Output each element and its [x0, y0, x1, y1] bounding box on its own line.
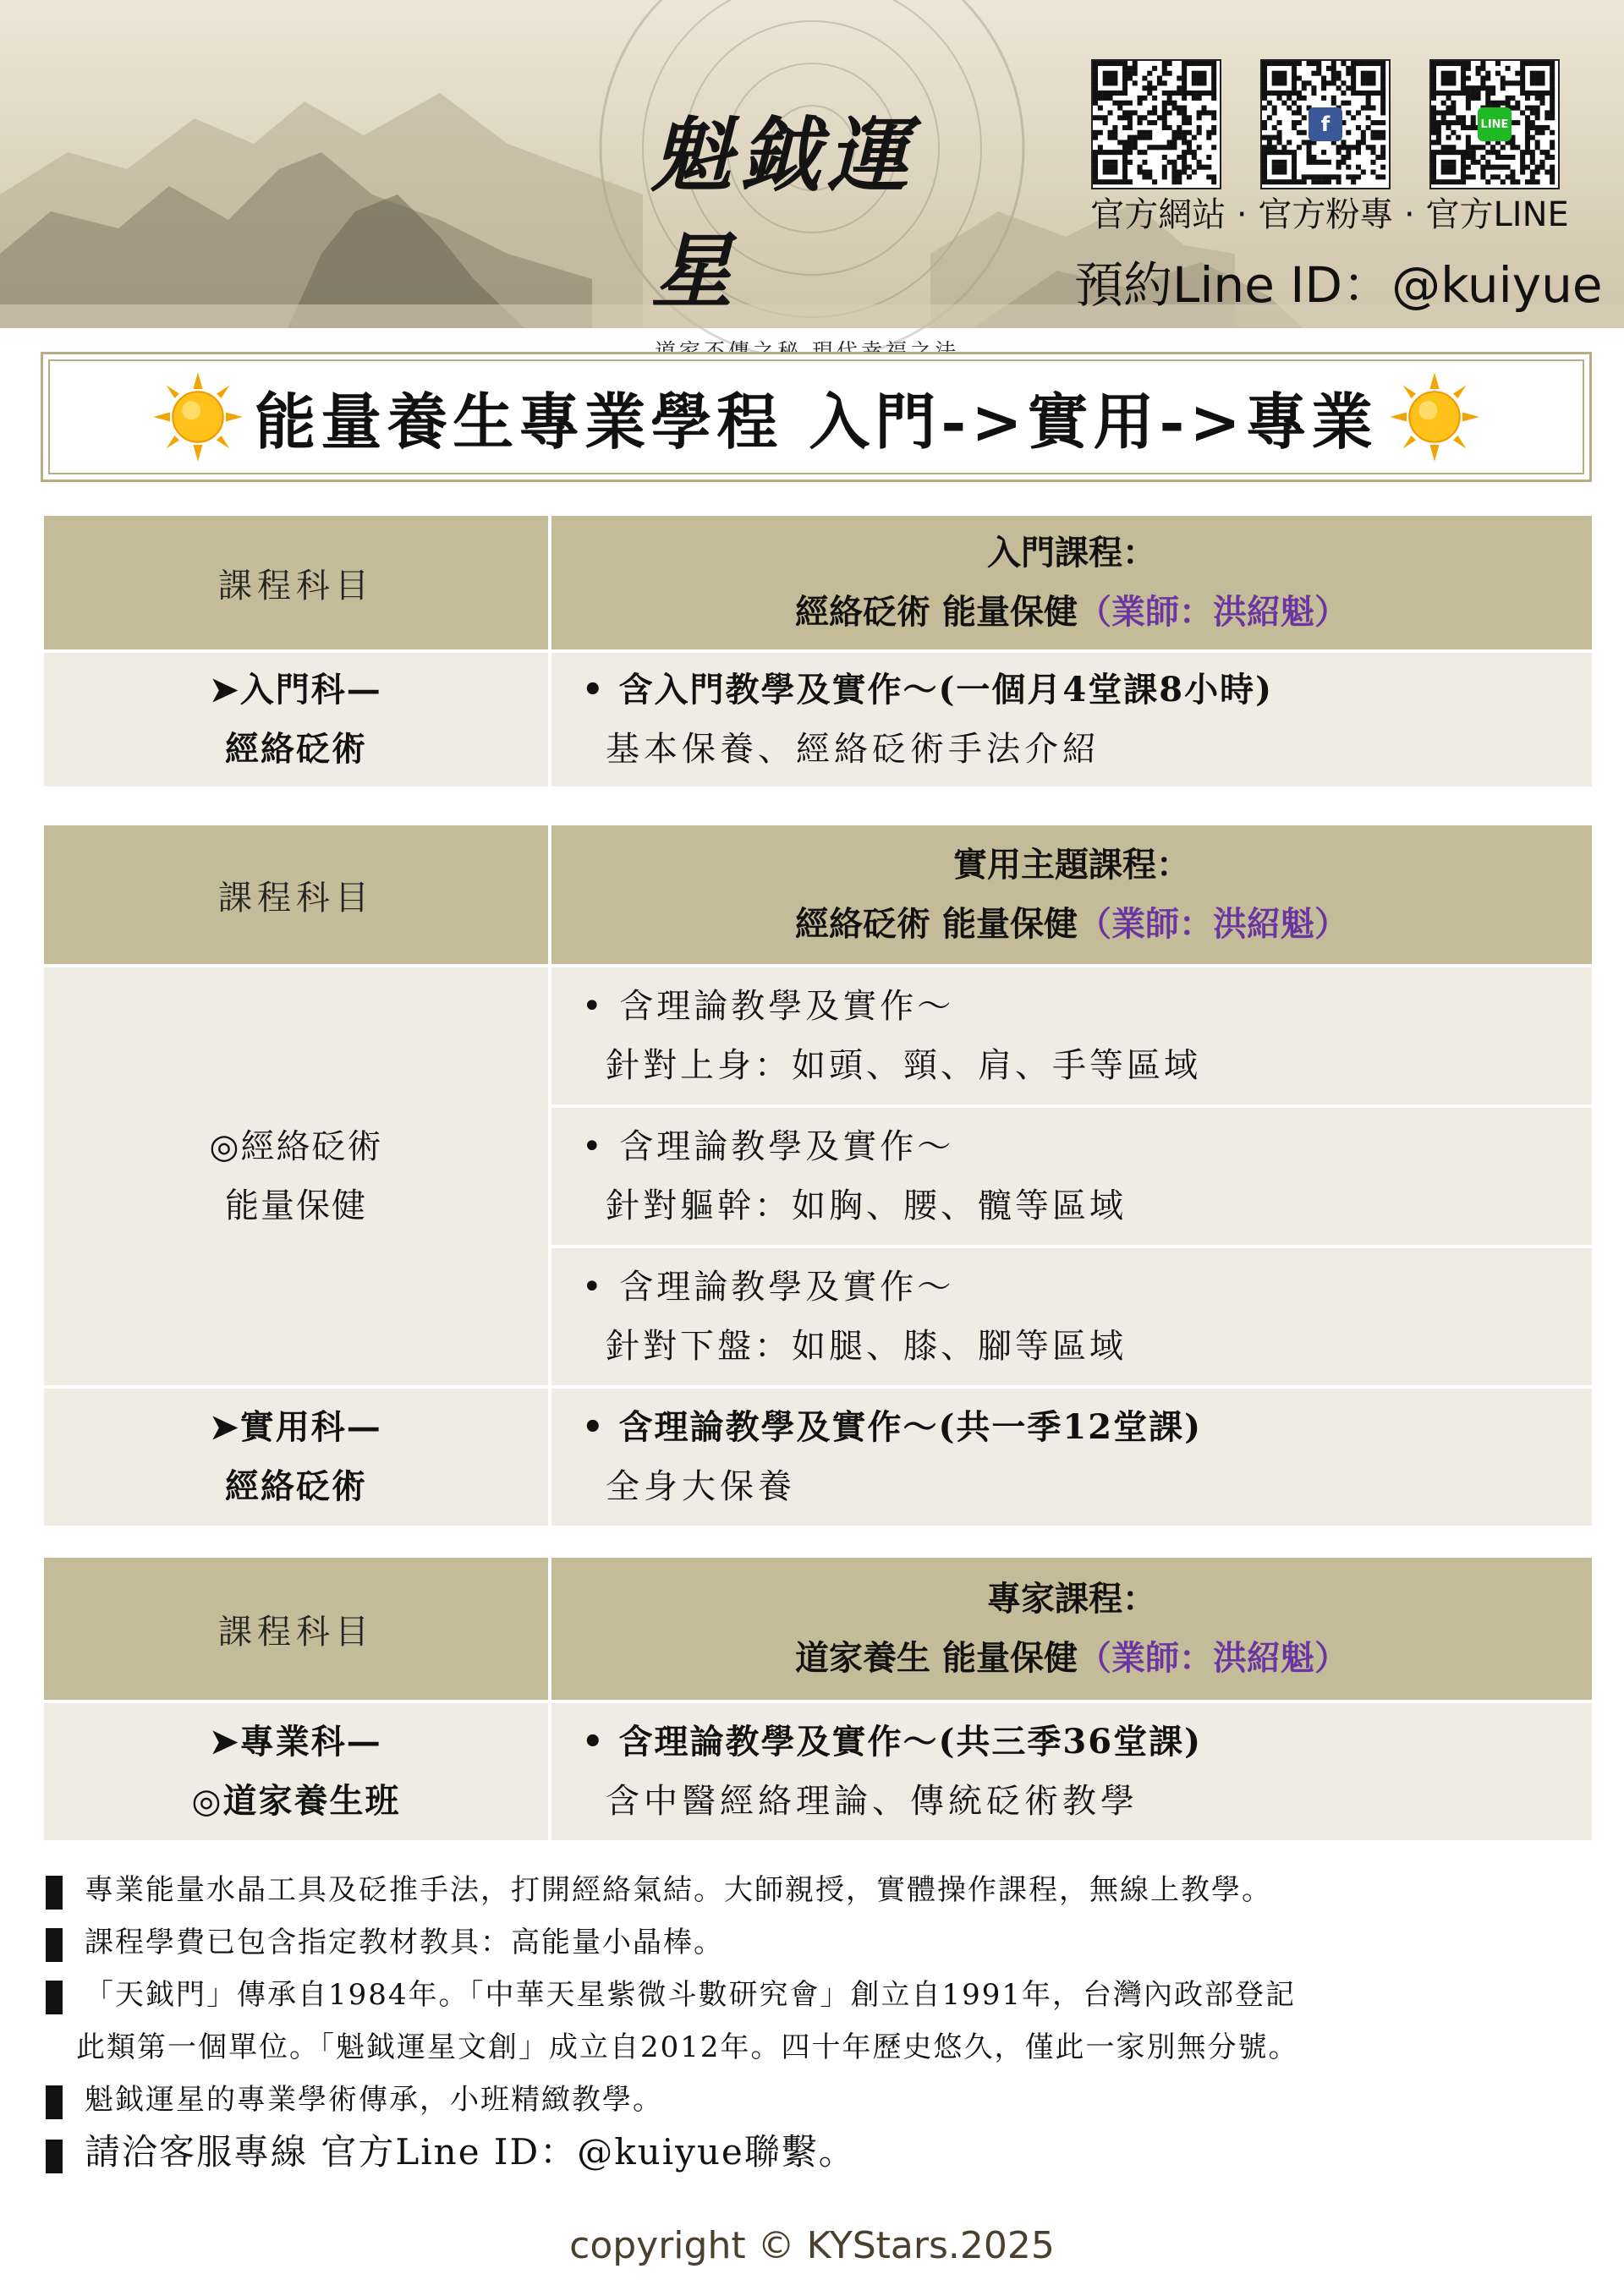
content-bullet: • 含理論教學及實作～(共三季36堂課) [582, 1722, 1203, 1762]
note-item [42, 1864, 1607, 1916]
content-detail: 針對軀幹：如胸、腰、髖等區域 [606, 1186, 1127, 1225]
note-text: 請洽客服專線 官方Line ID：@kuiyue聯繫。 [85, 2131, 856, 2173]
teacher-label: （業師：洪紹魁） [1077, 592, 1348, 632]
table-header-row [42, 1556, 1594, 1701]
subject-header: 課程科目 [42, 824, 550, 966]
content-detail: 全身大保養 [606, 1467, 796, 1506]
content-cell [550, 1387, 1594, 1527]
line-icon: LINE [1478, 107, 1512, 141]
content-bullet: • 含入門教學及實作～(一個月4堂課8小時) [582, 670, 1274, 710]
course-name: 經絡砭術 能量保健 [795, 592, 1078, 632]
content-detail: 針對上身：如頭、頸、肩、手等區域 [606, 1046, 1201, 1085]
content-cell [550, 1106, 1594, 1247]
subject-subtitle: 能量保健 [225, 1186, 367, 1225]
notes-list [42, 1864, 1607, 2178]
table-header-row [42, 824, 1594, 966]
note-item [42, 2126, 1607, 2178]
note-item [42, 2074, 1607, 2126]
logo[interactable] [651, 91, 973, 365]
page-title: 能量養生專業學程 入門->實用->專業 [255, 386, 1378, 458]
expert-course-table [41, 1554, 1595, 1844]
content-detail: 基本保養、經絡砭術手法介紹 [606, 730, 1100, 769]
content-cell [550, 1701, 1594, 1842]
subject-title: ➤實用科— [210, 1407, 382, 1447]
content-bullet: • 含理論教學及實作～ [582, 987, 955, 1026]
course-name: 道家養生 能量保健 [795, 1638, 1078, 1678]
subject-title: ➤專業科— [210, 1722, 382, 1762]
table-row [42, 1387, 1594, 1527]
teacher-label: （業師：洪紹魁） [1077, 904, 1348, 944]
table-row [42, 1701, 1594, 1842]
square-bullet-icon [46, 1981, 63, 2014]
content-cell [550, 966, 1594, 1106]
subject-subtitle: ◎道家養生班 [191, 1781, 401, 1821]
course-type: 入門課程： [987, 533, 1156, 573]
note-item [42, 1916, 1607, 1969]
subject-cell [42, 651, 550, 788]
qr-labels: 官方網站 · 官方粉專 · 官方LINE [1090, 195, 1569, 234]
practical-course-table [41, 822, 1595, 1529]
subject-header: 課程科目 [42, 1556, 550, 1701]
teacher-label: （業師：洪紹魁） [1077, 1638, 1348, 1678]
course-type: 實用主題課程： [953, 845, 1190, 885]
square-bullet-icon [46, 1876, 63, 1910]
note-text: 魁鉞運星的專業學術傳承，小班精緻教學。 [85, 2083, 663, 2117]
content-detail: 針對下盤：如腿、膝、腳等區域 [606, 1327, 1127, 1366]
title-banner [41, 352, 1592, 482]
note-text: 專業能量水晶工具及砭推手法，打開經絡氣結。大師親授，實體操作課程，無線上教學。 [85, 1873, 1272, 1907]
square-bullet-icon [46, 1928, 63, 1962]
facebook-qr-icon[interactable] [1260, 59, 1391, 189]
course-header [550, 824, 1594, 966]
content-bullet: • 含理論教學及實作～ [582, 1268, 955, 1307]
content-detail: 含中醫經絡理論、傳統砭術教學 [606, 1782, 1138, 1821]
content-bullet: • 含理論教學及實作～ [582, 1127, 955, 1166]
note-text: 課程學費已包含指定教材教具：高能量小晶棒。 [85, 1926, 724, 1959]
content-bullet: • 含理論教學及實作～(共一季12堂課) [582, 1407, 1203, 1447]
subject-header: 課程科目 [42, 514, 550, 651]
line-id[interactable]: 預約Line ID：@kuiyue [1074, 256, 1603, 314]
table-row [42, 966, 1594, 1106]
square-bullet-icon [46, 2140, 63, 2173]
subject-subtitle: 經絡砭術 [225, 1466, 367, 1506]
subject-title: ◎經絡砭術 [209, 1127, 383, 1166]
sun-icon [151, 370, 244, 463]
sun-icon [1388, 370, 1481, 463]
course-name: 經絡砭術 能量保健 [795, 904, 1078, 944]
logo-title: 魁鉞運星 [651, 107, 915, 319]
intro-course-table [41, 512, 1595, 790]
header-banner [0, 0, 1624, 328]
subject-cell [42, 1701, 550, 1842]
course-header [550, 514, 1594, 651]
course-header [550, 1556, 1594, 1701]
subject-cell [42, 1387, 550, 1527]
course-type: 專家課程： [987, 1579, 1156, 1619]
table-header-row [42, 514, 1594, 651]
subject-subtitle: 經絡砭術 [225, 729, 367, 769]
table-row [42, 651, 1594, 788]
note-item [42, 1969, 1607, 2074]
note-text: 此類第一個單位。「魁鉞運星文創」成立自2012年。四十年歷史悠久，僅此一家別無分號。 [76, 2030, 1299, 2064]
subject-title: ➤入門科— [210, 670, 382, 710]
content-cell [550, 651, 1594, 788]
content-cell [550, 1247, 1594, 1387]
copyright: copyright © KYStars.2025 [569, 2224, 1055, 2267]
note-text: 「天鉞門」傳承自1984年。「中華天星紫微斗數研究會」創立自1991年，台灣內政部登記 [85, 1978, 1297, 2012]
line-qr-icon[interactable] [1429, 59, 1560, 189]
subject-cell [42, 966, 550, 1387]
website-qr-icon[interactable] [1091, 59, 1221, 189]
facebook-icon: f [1309, 107, 1342, 141]
square-bullet-icon [46, 2085, 63, 2119]
